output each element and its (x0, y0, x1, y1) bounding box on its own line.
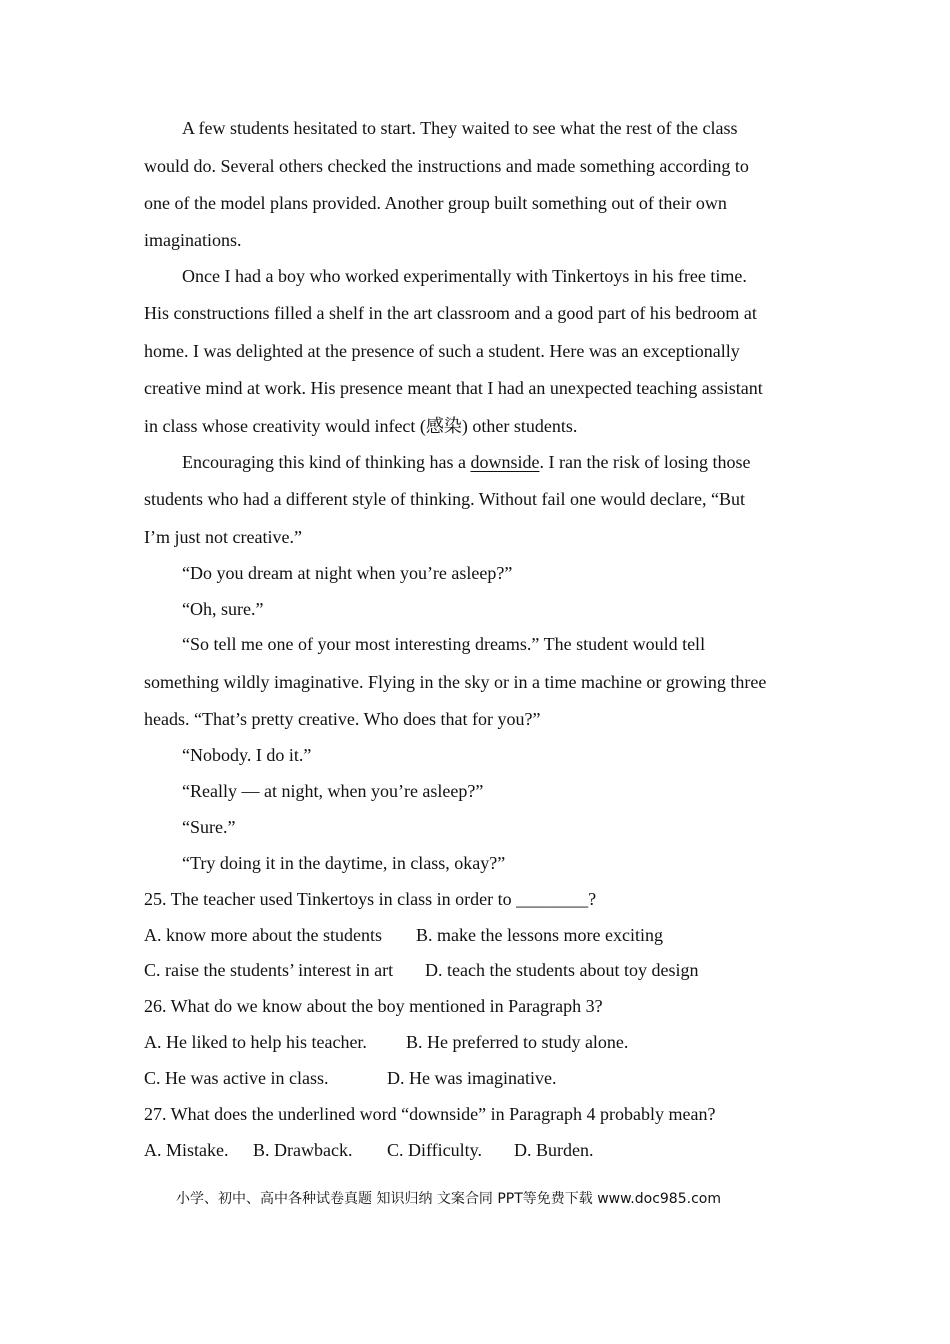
passage-p2-line1: Once I had a boy who worked experimentally with Tinkertoys in his free time. (182, 266, 747, 286)
passage-p3-line1-start: Encouraging this kind of thinking has a (182, 452, 471, 472)
dialogue-line-5: “Really — at night, when you’re asleep?” (182, 781, 484, 801)
passage-p1-line1: A few students hesitated to start. They waited to see what the rest of the class (182, 118, 738, 138)
dialogue-line-6: “Sure.” (182, 817, 236, 837)
dialogue-line-7: “Try doing it in the daytime, in class, okay?” (182, 853, 506, 873)
passage-p2-line2: His constructions filled a shelf in the art classroom and a good part of his bedroom at (144, 303, 757, 323)
question-26-options-ab (144, 1030, 628, 1054)
question-27-stem: 27. What does the underlined word “downside” in Paragraph 4 probably mean? (144, 1104, 716, 1124)
dialogue-line-2: “Oh, sure.” (182, 599, 264, 619)
underlined-word: downside (470, 452, 540, 472)
passage-p3-line3: I’m just not creative.” (144, 527, 302, 547)
q26-option-c: C. He was active in class. (144, 1068, 329, 1088)
q26-option-d: D. He was imaginative. (387, 1068, 557, 1088)
q27-option-b: B. Drawback. (253, 1140, 353, 1160)
q25-option-b: B. make the lessons more exciting (416, 925, 663, 945)
passage-p3-line1-end: . I ran the risk of losing those (539, 452, 751, 472)
passage-p3-line1 (182, 450, 750, 474)
q26-option-a: A. He liked to help his teacher. (144, 1032, 367, 1052)
passage-p2-line3: home. I was delighted at the presence of such a student. Here was an exceptionally (144, 341, 740, 361)
q25-option-a: A. know more about the students (144, 925, 382, 945)
dialogue-line-3a: “So tell me one of your most interesting dreams.” The student would tell (182, 634, 706, 654)
passage-p1-line4: imaginations. (144, 230, 242, 250)
dialogue-line-1: “Do you dream at night when you’re asleep?” (182, 563, 513, 583)
question-25-options-cd (144, 958, 698, 982)
q27-option-c: C. Difficulty. (387, 1140, 482, 1160)
q27-option-d: D. Burden. (514, 1140, 594, 1160)
passage-p1-line2: would do. Several others checked the instructions and made something according to (144, 156, 749, 176)
passage-p3-line2: students who had a different style of thinking. Without fail one would declare, “But (144, 489, 745, 509)
page-footer: 小学、初中、高中各种试卷真题 知识归纳 文案合同 PPT等免费下载 www.doc985.com (176, 1191, 721, 1207)
question-25-stem: 25. The teacher used Tinkertoys in class in order to ________? (144, 889, 597, 909)
question-26-stem: 26. What do we know about the boy mentioned in Paragraph 3? (144, 996, 603, 1016)
dialogue-line-4: “Nobody. I do it.” (182, 745, 312, 765)
question-27-options (144, 1138, 594, 1162)
q25-option-d: D. teach the students about toy design (425, 960, 699, 980)
passage-p1-line3: one of the model plans provided. Another group built something out of their own (144, 193, 727, 213)
q27-option-a: A. Mistake. (144, 1140, 229, 1160)
dialogue-line-3b: something wildly imaginative. Flying in the sky or in a time machine or growing three (144, 672, 767, 692)
q25-option-c: C. raise the students’ interest in art (144, 960, 394, 980)
dialogue-line-3c: heads. “That’s pretty creative. Who does that for you?” (144, 709, 541, 729)
passage-p2-line5: in class whose creativity would infect (感染) other students. (144, 416, 578, 436)
passage-p2-line4: creative mind at work. His presence meant that I had an unexpected teaching assistant (144, 378, 763, 398)
q26-option-b: B. He preferred to study alone. (406, 1032, 629, 1052)
question-26-options-cd (144, 1066, 556, 1090)
question-25-options-ab (144, 923, 663, 947)
